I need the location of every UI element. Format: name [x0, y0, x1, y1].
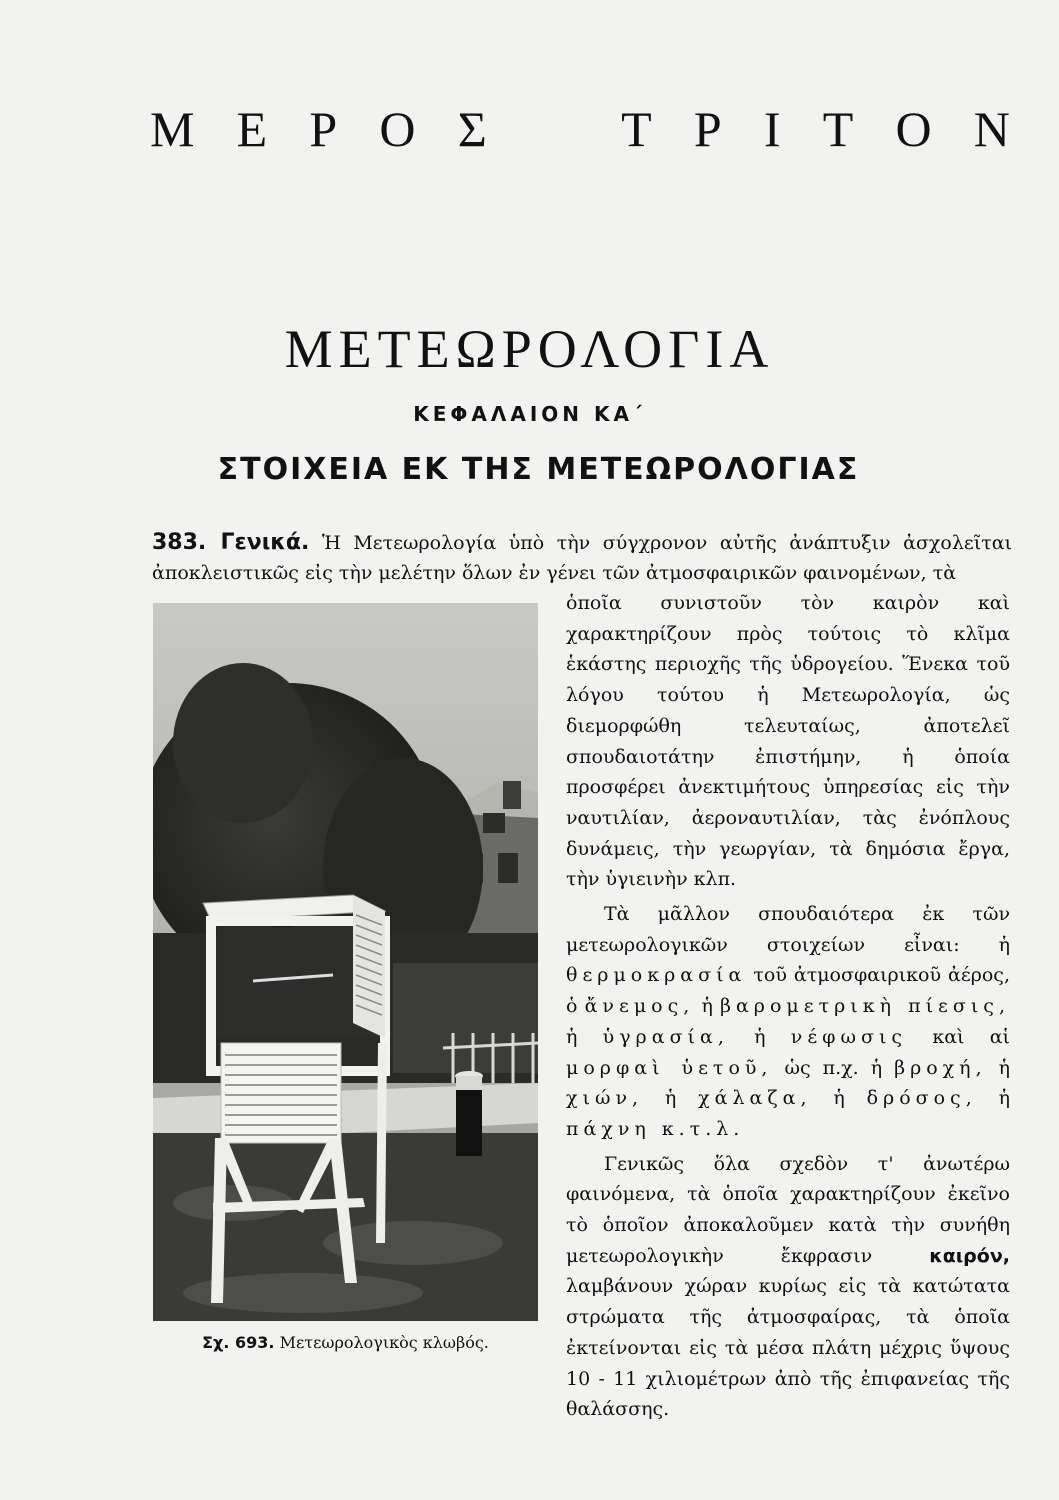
text-run: ἡ — [754, 1025, 766, 1048]
part-title-letter: Ι — [763, 101, 781, 157]
part-title-letter: Τ — [621, 101, 652, 157]
text-run: καὶ αἱ — [932, 1025, 1011, 1048]
spaced-term: ὑγρασία, — [602, 1025, 729, 1048]
weather-paragraph — [566, 1149, 1010, 1425]
text-run: λαμβάνουν χώραν κυρίως εἰς τὰ κατώτατα στρώματα τῆς ἀτμοσφαίρας, τὰ ὁποῖα ἐκτείνονται εἰς τὰ μέσα πλάτη μέχρις ὕψους 10 - 11 χιλιομέτρων ἀπὸ τῆς ἐπιφανείας τῆς θαλάσσης. — [566, 1275, 1010, 1421]
text-run: ἡ — [701, 995, 713, 1018]
text-run: ἡ — [998, 1056, 1010, 1079]
intro-continuation: ὁποῖα συνιστοῦν τὸν καιρὸν καὶ χαρακτηρίζουν πρὸς τούτοις τὸ κλῖμα ἑκάστης περιοχῆς τῆς ὑδρογείου. Ἕνεκα τοῦ λόγου τούτου ἡ Μετεωρολογία, ὡς διεμορφώθη τελευταίως, ἀποτελεῖ σπουδαιοτάτην ἐπιστήμην, ἡ ὁποία προσφέρει ἀνεκτιμήτους ὑπηρεσίας εἰς τὴν ναυτιλίαν, ἀεροναυτιλίαν, τὰς ἐνόπλους δυνάμεις, τὴν γεωργίαν, τὰ δημόσια ἔργα, τὴν ὑγιεινὴν κλπ. — [566, 592, 1010, 891]
text-run: τοῦ ἀτμοσφαιρικοῦ ἀέρος, ὁ — [566, 964, 1010, 1018]
spaced-term: δρόσος, — [866, 1087, 977, 1110]
text-run: ἡ — [833, 1087, 845, 1110]
part-title-letter: Τ — [822, 101, 854, 157]
weather-station-photo — [153, 603, 538, 1321]
part-title — [150, 100, 1010, 158]
bold-term: καιρόν, — [929, 1244, 1010, 1267]
spaced-term: νέφωσις — [790, 1025, 908, 1048]
figure-caption — [153, 1333, 538, 1352]
part-title-letter: Σ — [457, 101, 487, 157]
text-run: Τὰ μᾶλλον σπουδαιότερα ἐκ τῶν μετεωρολογικῶν στοιχείων εἶναι: ἡ — [566, 903, 1010, 956]
spaced-term: πάχνη κ.τ.λ. — [566, 1117, 745, 1140]
spaced-term: βαρομετρικὴ πίεσις, — [719, 995, 1010, 1018]
section-title: ΣΤΟΙΧΕΙΑ ΕΚ ΤΗΣ ΜΕΤΕΩΡΟΛΟΓΙΑΣ — [217, 452, 860, 487]
part-title-letter: Ρ — [693, 101, 722, 157]
spaced-term: μορφαὶ ὑετοῦ, — [566, 1056, 773, 1079]
right-column-text — [566, 588, 1010, 1425]
spaced-term: χιών, — [566, 1087, 644, 1110]
elements-paragraph — [566, 899, 1010, 1145]
text-run: ὡς π.χ. ἡ — [784, 1056, 883, 1079]
text-run: ἡ — [664, 1087, 677, 1110]
spaced-term: χάλαζα, — [698, 1087, 812, 1110]
part-title-gap — [529, 100, 579, 158]
part-title-letter: Ο — [895, 101, 932, 157]
section-number-lead: 383. Γενικά. — [152, 530, 310, 555]
text-run: Γενικῶς ὅλα σχεδὸν τ' ἀνωτέρω φαινόμενα, τὰ ὁποῖα χαρακτηρίζουν ἐκεῖνο τὸ ὁποῖον ἀποκαλοῦμεν κατὰ τὴν συνήθη μετεωρολογικὴν ἔκφρασιν — [566, 1152, 1010, 1267]
figure-label: Σχ. 693. — [202, 1333, 275, 1352]
text-run: ἡ — [998, 1087, 1010, 1110]
part-title-letter: Ε — [236, 101, 268, 157]
figure-caption-text: Μετεωρολογικὸς κλωβός. — [279, 1333, 489, 1352]
part-title-letter: Ν — [973, 101, 1010, 157]
part-title-letter: Μ — [150, 101, 195, 157]
spaced-term: θερμοκρασία — [566, 964, 747, 987]
chapter-heading: ΚΕΦΑΛΑΙΟΝ ΚΑ΄ — [413, 402, 646, 426]
intro-text: Ἡ Μετεωρολογία ὑπὸ τὴν σύγχρονον αὐτῆς ἀνάπτυξιν ἀσχολεῖται ἀποκλειστικῶς εἰς τὴν μελέτην ὅλων ἐν γένει τῶν ἀτμοσφαιρικῶν φαινομένων, τὰ — [152, 532, 1012, 584]
part-title-letter: Ο — [379, 101, 416, 157]
part-title-letter: Ρ — [309, 101, 338, 157]
spaced-term: ἄνεμος, — [584, 995, 695, 1018]
intro-paragraph — [152, 528, 1012, 588]
spaced-term: βροχή, — [894, 1056, 987, 1079]
text-run: ἡ — [566, 1025, 578, 1048]
main-title: ΜΕΤΕΩΡΟΛΟΓΙΑ — [284, 319, 775, 379]
